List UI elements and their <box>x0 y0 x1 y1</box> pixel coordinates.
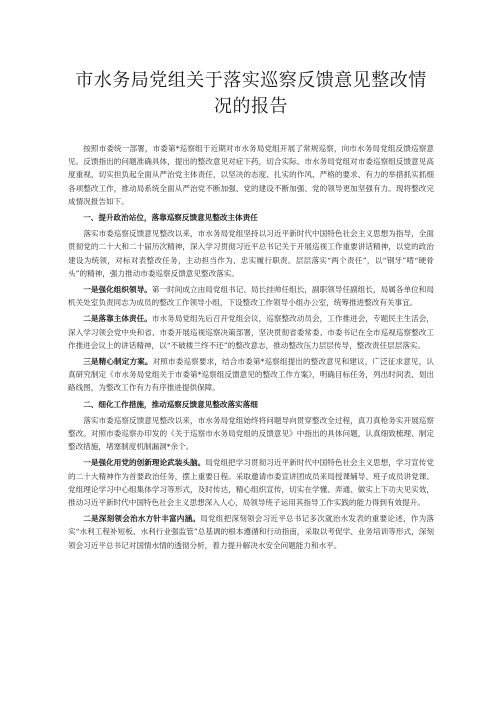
item-text: 局党组把深刻领会习近平总书记多次就治水发表的重要论述，作为落实“水利工程补短板、水利行业强监管”总基调的根本遵循和行动指南，采取以考促学、业务培训等形式，深刻领会习近平总书记对国情水情的透彻分析，着力提升解决水安全问题能力和水平。 <box>68 514 435 550</box>
item-lead: 一是强化组织领导。 <box>83 285 152 295</box>
item-lead: 三是精心制定方案。 <box>83 357 153 367</box>
item-lead: 二是落靠主体责任。 <box>83 314 152 324</box>
section-2-heading: 二、细化工作措施，推动巡察反馈意见整改落实落细 <box>83 399 258 409</box>
intro-paragraph: 按照市委统一部署，市委第*巡察组于近期对市水务局党组开展了常规巡察，向市水务局党组反馈巡察意见。反馈指出的问题准确具体，提出的整改意见对症下药，切合实际。市水务局党组对市委巡察组反馈意见高度重视，切实担负起全面从严治党主体责任，以坚决的态度、扎实的作风、严格的要求、有力的举措抓实抓细各项整改工作，推动局系统全面从严治党不断加强、党的建设不断加强、党的领导更加坚强有力。现将整改完成情况报告如下。 <box>68 144 434 206</box>
item-text: 市水务局党组先后召开党组会议，巡察整改动员会，工作推进会，专题民主生活会，深入学习领会党中央和省、市委开展巡视巡察决策部署，坚决贯彻省委常委、市委书记在全市巡视巡察整改工作推进会议上的讲话精神，以“不破楼兰终不还”的整改意志，推动整改压力层层传导，整改责任层层落实。 <box>68 314 435 350</box>
section-1-item-3 <box>68 355 434 395</box>
section-2-body: 落实市委巡察反馈意见整改以来，市水务局党组始终将问题导向贯穿整改全过程，真刀真枪务实开展巡察整改。对照市委巡察办印发的《关于巡察市水务局党组的反馈意见》中指出的具体问题，认真细致梳理、制定整改措施，堵塞制度机制漏洞*余个。 <box>68 415 434 452</box>
section-1-item-2 <box>68 312 434 352</box>
section-2-item-2 <box>68 512 434 552</box>
section-1-item-1 <box>68 283 434 309</box>
item-text: 局党组把学习贯彻习近平新时代中国特色社会主义思想，学习宣传党的二十大精神作为首要政治任务，摆上重要日程。采取邀请市委宣讲团成员来局授课辅导、班子成员讲党课、党组理论学习中心组集体学习等形式，及时传达，精心组织宣传，切实在学懂、弄通、做实上下功夫见实效，推动习近平新时代中国特色社会主义思想深入人心，局领导班子运用其指导工作实践的能力得到有效提升。 <box>68 458 434 508</box>
item-lead: 一是强化用党的创新理论武装头脑。 <box>83 458 206 468</box>
document-title: 市水务局党组关于落实巡察反馈意见整改情况的报告 <box>75 70 427 117</box>
section-1-heading: 一、提升政治站位，落靠巡察反馈意见整改主体责任 <box>83 213 258 223</box>
item-lead: 二是深刻领会治水方针丰富内涵。 <box>83 514 201 524</box>
item-text: 对照市委巡察要求，结合市委第*巡察组提出的整改意见和建议，广泛征求意见，认真研究制定《市水务局党组关于市委第*巡察组反馈意见的整改工作方案》，明确目标任务，列出时间表、划出路线图，为整改工作有力有序推进提供保障。 <box>68 357 434 393</box>
item-text: 第一时间成立由局党组书记、局长挂帅任组长，副职领导任副组长，局属各单位和局机关处室负责同志为成员的整改工作领导小组，下设整改工作领导小组办公室，统筹推进整改有关事宜。 <box>68 285 435 308</box>
section-2-item-1 <box>68 456 434 509</box>
section-1-body: 落实市委巡察反馈意见整改以来，市水务局党组坚持以习近平新时代中国特色社会主义思想为指导，全面贯彻党的二十大和二十届历次精神，深入学习贯彻习近平总书记关于开展巡视工作重要讲话精神，以党的政治建设为统领，对标对表整改任务，主动担当作为、忠实履行职责。层层落实“两个责任”，以“钢牙”啃“硬骨头”的精神，强力推动市委巡察反馈意见整改落实。 <box>68 229 434 278</box>
